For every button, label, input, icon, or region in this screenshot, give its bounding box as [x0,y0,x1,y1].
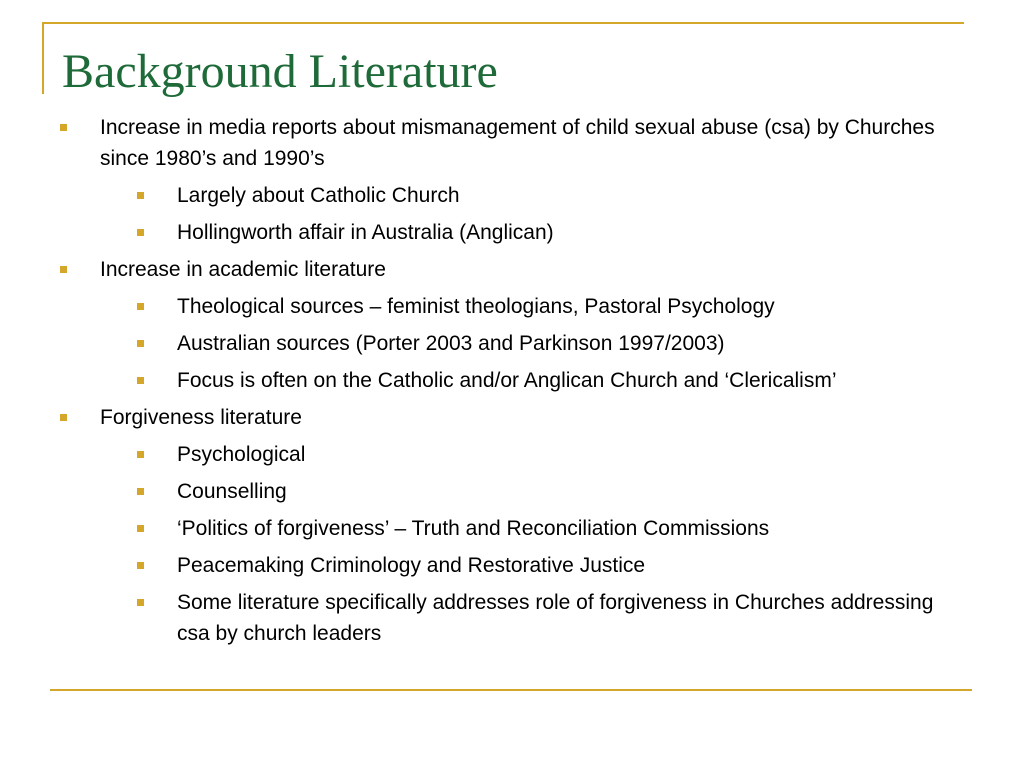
square-bullet-icon [137,451,144,458]
bullet-text: Counselling [177,480,287,503]
frame-left-rule [42,22,44,94]
bullet-text: ‘Politics of forgiveness’ – Truth and Reconciliation Commissions [177,517,770,540]
bullet-item [60,112,960,174]
square-bullet-icon [60,266,67,273]
square-bullet-icon [137,192,144,199]
bullet-text: Forgiveness literature [100,406,302,429]
sub-bullet-item [60,513,960,544]
bullet-item [60,254,960,285]
bullet-text: Increase in academic literature [100,258,386,281]
sub-bullet-item [60,217,960,248]
square-bullet-icon [137,340,144,347]
bullet-text: Peacemaking Criminology and Restorative Justice [177,554,646,577]
bullet-text: Increase in media reports about mismanagement of child sexual abuse (csa) by Churches since 1980’s and 1990’s [100,116,935,170]
square-bullet-icon [60,124,67,131]
bullet-text: Hollingworth affair in Australia (Anglican) [177,221,554,244]
square-bullet-icon [137,488,144,495]
bullet-text: Some literature specifically addresses role of forgiveness in Churches addressing csa by church leaders [177,591,934,645]
bullet-text: Psychological [177,443,306,466]
square-bullet-icon [60,414,67,421]
square-bullet-icon [137,599,144,606]
square-bullet-icon [137,562,144,569]
sub-bullet-item [60,439,960,470]
sub-bullet-item [60,328,960,359]
square-bullet-icon [137,229,144,236]
bullet-text: Australian sources (Porter 2003 and Parkinson 1997/2003) [177,332,725,355]
footer-rule [50,689,972,691]
bullet-text: Largely about Catholic Church [177,184,460,207]
bullet-item [60,402,960,433]
sub-bullet-item [60,365,960,396]
frame-top-rule [42,22,964,24]
bullet-text: Theological sources – feminist theologians, Pastoral Psychology [177,295,775,318]
square-bullet-icon [137,303,144,310]
square-bullet-icon [137,377,144,384]
square-bullet-icon [137,525,144,532]
sub-bullet-item [60,587,960,649]
bullet-list [60,112,960,655]
slide-title: Background Literature [62,45,498,98]
sub-bullet-item [60,291,960,322]
sub-bullet-item [60,476,960,507]
bullet-text: Focus is often on the Catholic and/or Anglican Church and ‘Clericalism’ [177,369,837,392]
sub-bullet-item [60,550,960,581]
sub-bullet-item [60,180,960,211]
